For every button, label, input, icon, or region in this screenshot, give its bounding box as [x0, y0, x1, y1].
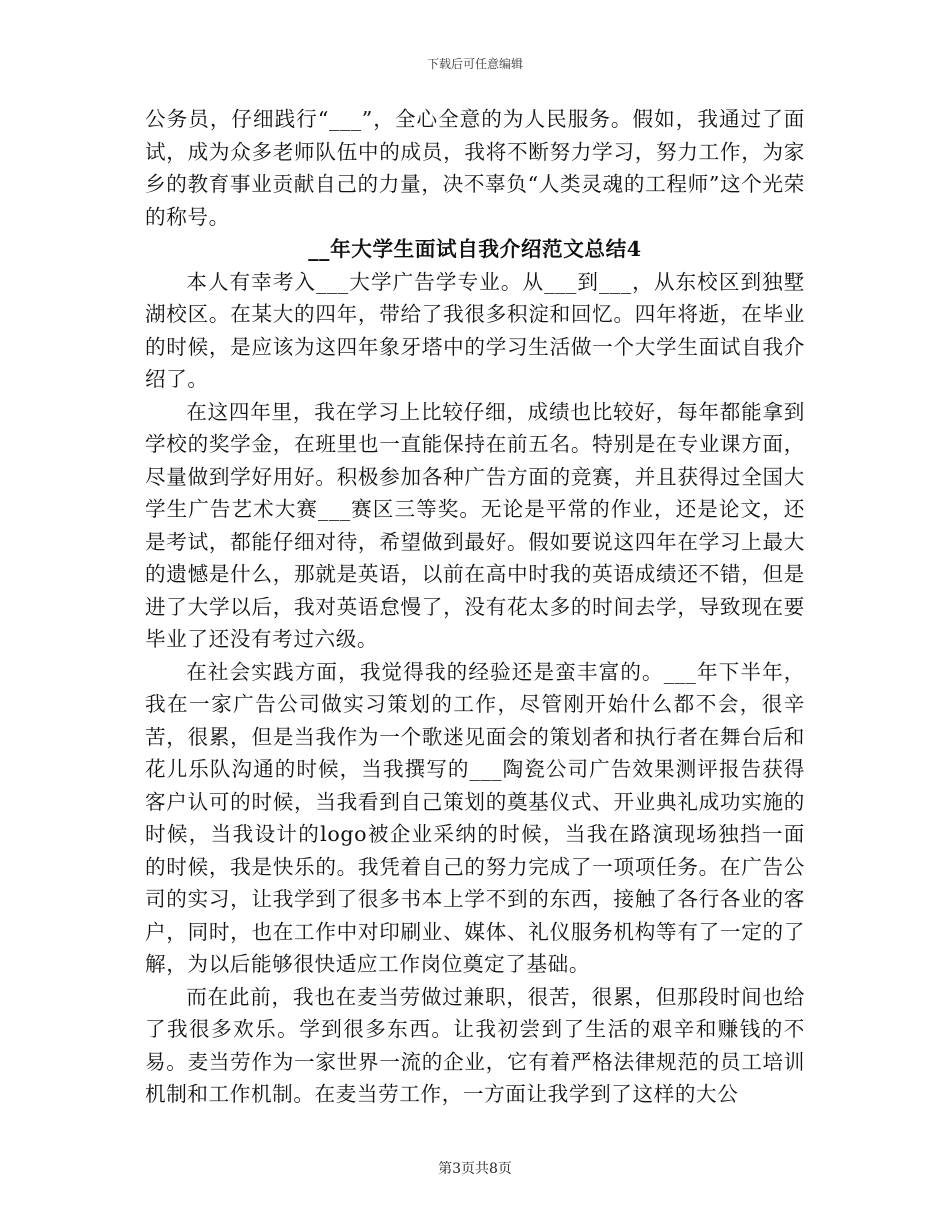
paragraph-1: 本人有幸考入___大学广告学专业。从___到___，从东校区到独墅湖校区。在某大的四年，带给了我很多积淀和回忆。四年将逝，在毕业的时候，是应该为这四年象牙塔中的学习生活做一个大学生面试自我介绍了。	[145, 269, 805, 391]
document-body	[145, 103, 805, 1111]
paragraph-continued: 公务员，仔细践行“___”，全心全意的为人民服务。假如，我通过了面试，成为众多老师队伍中的成员，我将不断努力学习，努力工作，为家乡的教育事业贡献自己的力量，决不辜负“人类灵魂的工程师”这个光荣的称号。	[145, 107, 805, 229]
paragraph-2: 在这四年里，我在学习上比较仔细，成绩也比较好，每年都能拿到学校的奖学金，在班里也一直能保持在前五名。特别是在专业课方面，尽量做到学好用好。积极参加各种广告方面的竞赛，并且获得过全国大学生广告艺术大赛___赛区三等奖。无论是平常的作业，还是论文，还是考试，都能仔细对待，希望做到最好。假如要说这四年在学习上最大的遗憾是什么，那就是英语，以前在高中时我的英语成绩还不错，但是进了大学以后，我对英语怠慢了，没有花太多的时间去学，导致现在要毕业了还没有考过六级。	[145, 399, 805, 651]
page-header-note: 下载后可任意编辑	[426, 57, 523, 71]
paragraph-3: 在社会实践方面，我觉得我的经验还是蛮丰富的。___年下半年，我在一家广告公司做实习策划的工作，尽管刚开始什么都不会，很辛苦，很累，但是当我作为一个歌迷见面会的策划者和执行者在舞台后和花儿乐队沟通的时候，当我撰写的___陶瓷公司广告效果测评报告获得客户认可的时候，当我看到自己策划的奠基仪式、开业典礼成功实施的时候，当我设计的logo被企业采纳的时候，当我在路演现场独挡一面的时候，我是快乐的。我凭着自己的努力完成了一项项任务。在广告公司的实习，让我学到了很多书本上学不到的东西，接触了各行各业的客户，同时，也在工作中对印刷业、媒体、礼仪服务机构等有了一定的了解，为以后能够很快适应工作岗位奠定了基础。	[145, 659, 805, 976]
page-number: 第3页共8页	[438, 1161, 512, 1177]
paragraph-4: 而在此前，我也在麦当劳做过兼职，很苦，很累，但那段时间也给了我很多欢乐。学到很多东西。让我初尝到了生活的艰辛和赚钱的不易。麦当劳作为一家世界一流的企业，它有着严格法律规范的员工培训机制和工作机制。在麦当劳工作，一方面让我学到了这样的大公	[145, 984, 805, 1106]
section-title: __年大学生面试自我介绍范文总结4	[308, 237, 642, 261]
